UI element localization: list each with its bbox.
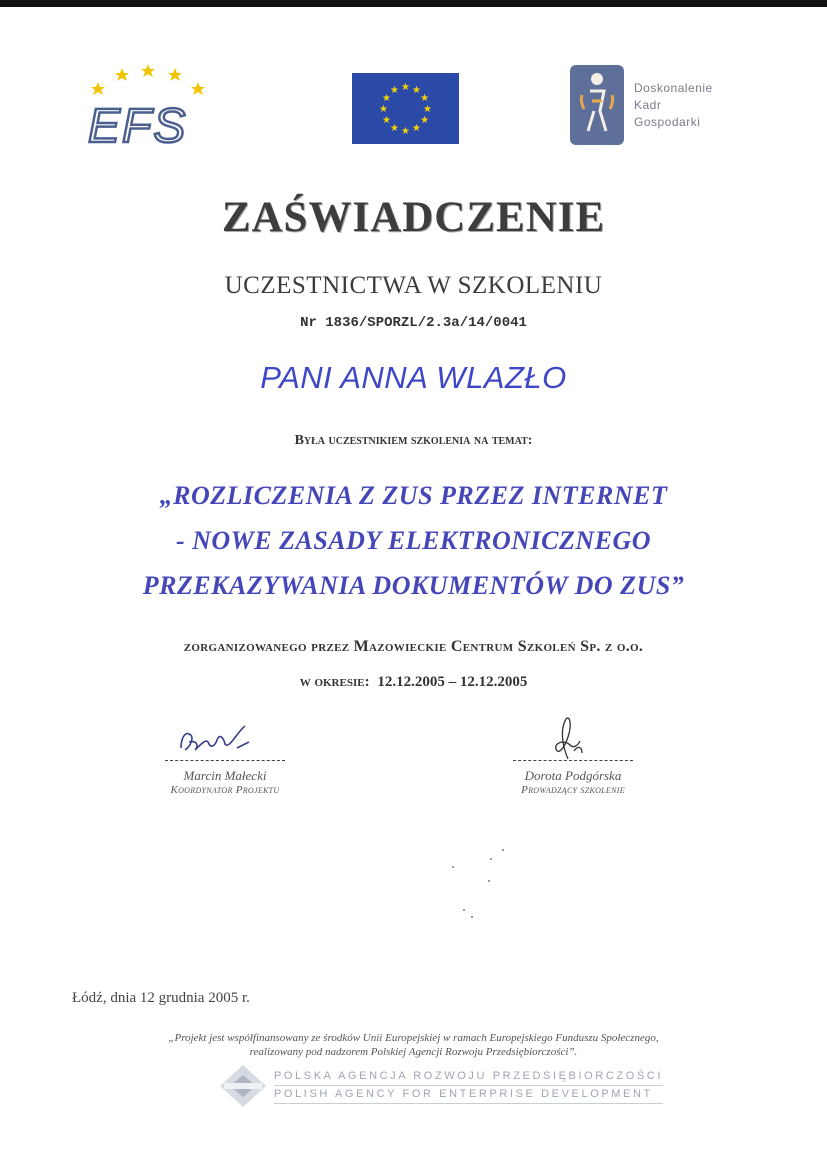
handwritten-signature bbox=[498, 715, 648, 760]
eu-star-icon: ★ bbox=[412, 84, 421, 96]
place-and-date: Łódź, dnia 12 grudnia 2005 r. bbox=[72, 990, 250, 1006]
agency-name bbox=[274, 1068, 663, 1104]
footnote-line: realizowany pod nadzorem Polskiej Agencji Rozwoju Przedsiębiorczości”. bbox=[249, 1046, 578, 1058]
efs-logo-text: EFS bbox=[88, 100, 188, 152]
certificate-number: Nr 1836/SPORZL/2.3a/14/0041 bbox=[300, 315, 527, 331]
signature-line bbox=[165, 760, 285, 761]
programme-logo-line: Kadr bbox=[634, 98, 662, 112]
signatory-name: Marcin Małecki bbox=[183, 768, 267, 783]
eu-star-icon: ★ bbox=[401, 82, 410, 93]
organizer-text: zorganizowanego przez Mazowieckie Centrum Szkoleń Sp. z o.o. bbox=[183, 638, 644, 655]
footnote-line: „Projekt jest współfinansowany ze środków Unii Europejskiej w ramach Europejskiego Funduszu Społecznego, bbox=[168, 1032, 659, 1044]
participant-name: PANI ANNA WLAZŁO bbox=[260, 360, 567, 395]
signature-block-coordinator bbox=[145, 720, 305, 796]
period-value: 12.12.2005 – 12.12.2005 bbox=[377, 674, 528, 690]
eu-star-icon: ★ bbox=[379, 104, 388, 115]
efs-logo bbox=[80, 62, 220, 152]
certificate-title: ZAŚWIADCZENIE bbox=[221, 194, 606, 241]
programme-logo-icon bbox=[570, 65, 624, 145]
scan-top-edge bbox=[0, 0, 827, 7]
eu-star-icon: ★ bbox=[381, 93, 391, 104]
certificate-subtitle: UCZESTNICTWA W SZKOLENIU bbox=[224, 272, 603, 299]
agency-name-line: POLISH AGENCY FOR ENTERPRISE DEVELOPMENT bbox=[274, 1086, 663, 1104]
training-period bbox=[0, 674, 827, 691]
eu-star-icon: ★ bbox=[420, 115, 430, 126]
eu-star-icon: ★ bbox=[401, 126, 410, 137]
agency-logo bbox=[218, 1063, 663, 1109]
signature-line bbox=[513, 760, 633, 761]
signatory-role: Prowadzący szkolenie bbox=[521, 784, 625, 796]
eu-star-icon: ★ bbox=[390, 123, 399, 135]
programme-logo-line: Doskonalenie bbox=[634, 81, 713, 95]
eu-star-icon: ★ bbox=[423, 104, 432, 115]
eu-star-icon: ★ bbox=[420, 93, 430, 104]
eu-flag-logo bbox=[352, 73, 459, 144]
signatory-name: Dorota Podgórska bbox=[524, 768, 622, 783]
participation-text: Była uczestnikiem szkolenia na temat: bbox=[294, 433, 533, 448]
period-label: w okresie: bbox=[299, 674, 370, 690]
agency-name-line: POLSKA AGENCJA ROZWOJU PRZEDSIĘBIORCZOŚCI bbox=[274, 1068, 663, 1086]
eu-star-icon: ★ bbox=[381, 115, 391, 126]
training-topic-line: PRZEKAZYWANIA DOKUMENTÓW DO ZUS” bbox=[142, 571, 685, 600]
signatory-role: Koordynator Projektu bbox=[170, 784, 280, 796]
programme-logo-line: Gospodarki bbox=[634, 115, 701, 129]
agency-emblem-icon bbox=[218, 1063, 268, 1109]
signature-block-trainer bbox=[498, 715, 648, 796]
cofinancing-footnote bbox=[0, 1031, 827, 1059]
eu-star-icon: ★ bbox=[412, 123, 421, 135]
training-topic-line: „ROZLICZENIA Z ZUS PRZEZ INTERNET bbox=[159, 481, 668, 510]
handwritten-signature bbox=[145, 720, 305, 760]
programme-logo-text bbox=[634, 80, 713, 131]
training-topic-line: - NOWE ZASADY ELEKTRONICZNEGO bbox=[175, 526, 652, 555]
eu-star-icon: ★ bbox=[390, 84, 399, 96]
